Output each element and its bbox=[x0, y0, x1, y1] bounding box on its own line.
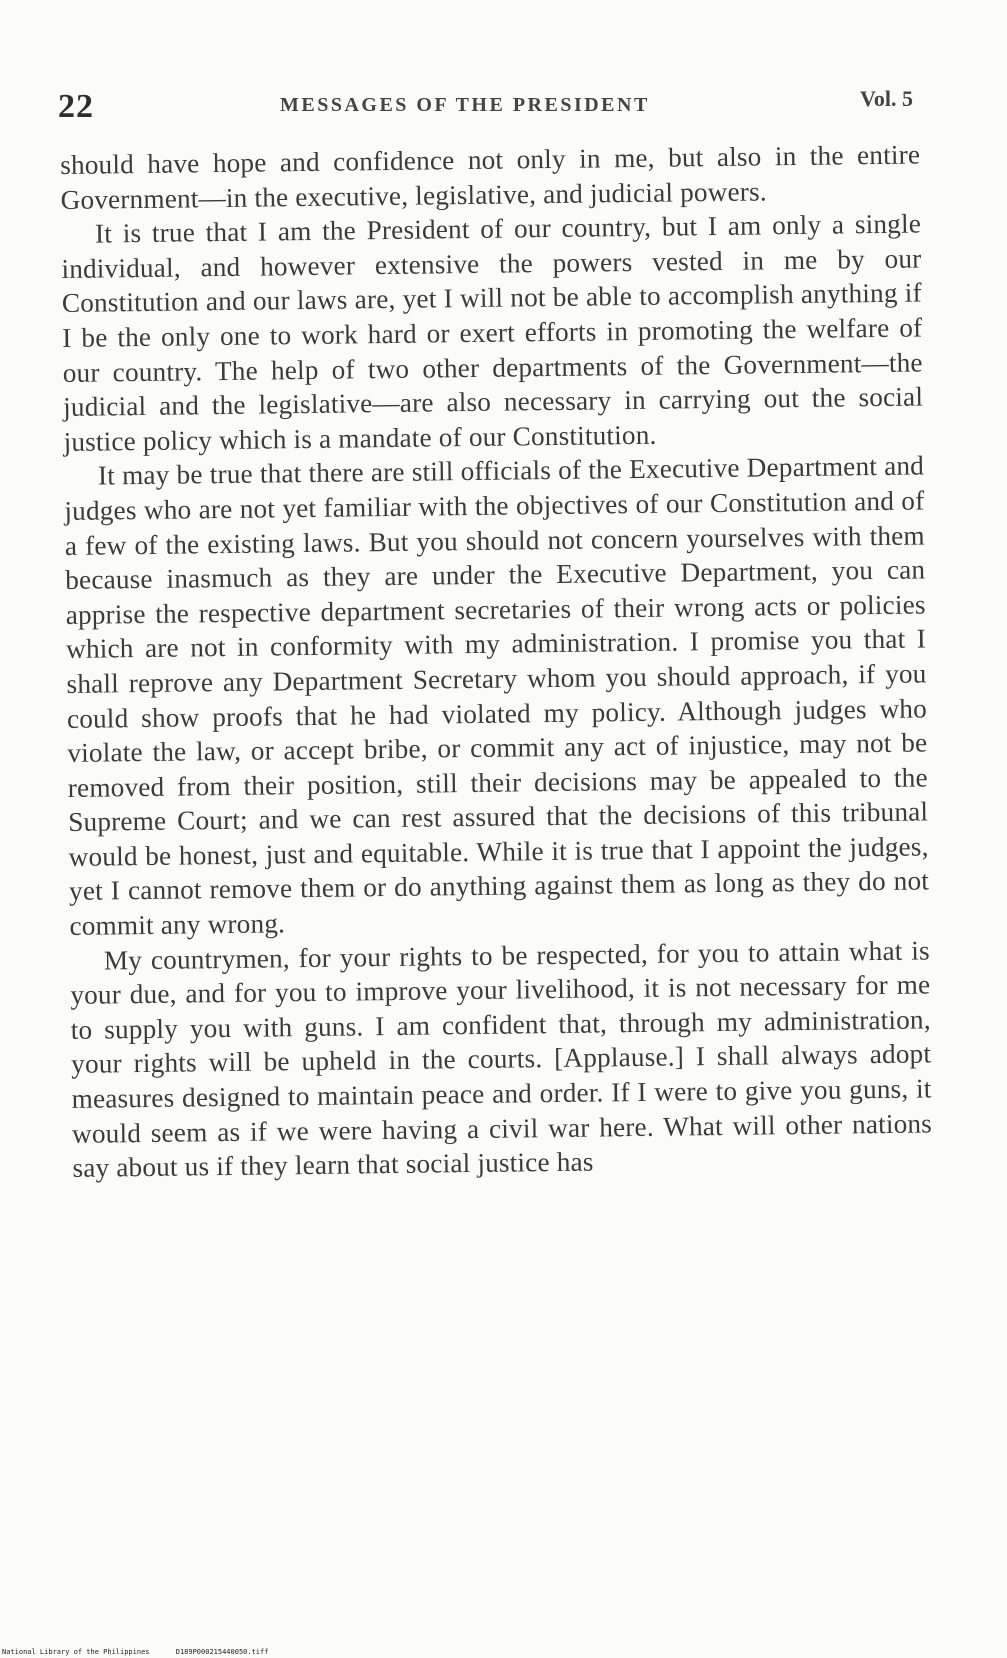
footer-file-id: D189P000215440050.tiff bbox=[175, 1648, 269, 1656]
page-number: 22 bbox=[58, 88, 94, 125]
running-head: MESSAGES OF THE PRESIDENT bbox=[280, 94, 650, 116]
page-header bbox=[58, 86, 918, 130]
paragraph-2: It is true that I am the President of our country, but I am only a single individual, and however extensive the powers vested in me by our Constitution and our laws are, yet I will not be able to accomplish anything if I be the only one to work hard or exert efforts in promoting the welfare of our country. The help of two other departments of the Government—the judicial and the legislative—are also necessary in carrying out the social justice policy which is a mandate of our Constitution. bbox=[61, 208, 924, 457]
volume-label: Vol. 5 bbox=[860, 86, 913, 111]
paragraph-1: should have hope and confidence not only in me, but also in the entire Government—in the executive, legislative, and judicial powers. bbox=[60, 139, 921, 215]
paragraph-3: It may be true that there are still officials of the Executive Department and judges who are not yet familiar with the objectives of our Constitution and of a few of the existing laws. But you should not concern yourselves with them because inasmuch as they are under the Executive Department, you can apprise the respective department secretaries of their wrong acts or policies which are not in conformity with my administration. I promise you that I shall reprove any Department Secretary whom you should approach, if you could show proofs that he had violated my policy. Although judges who violate the law, or accept bribe, or commit any act of injustice, may not be removed from their position, still their decisions may be appealed to the Supreme Court; and we can rest assured that the decisions of this tribunal would be honest, just and equitable. While it is true that I appoint the judges, yet I cannot remove them or do anything against them as long as they do not commit any wrong. bbox=[64, 450, 930, 942]
scan-footer bbox=[2, 1648, 290, 1656]
footer-library: National Library of the Philippines bbox=[2, 1648, 150, 1656]
paragraph-4: My countrymen, for your rights to be respected, for you to attain what is your due, and for you to improve your livelihood, it is not necessary for me to supply you with guns. I am confident that, through my administration, your rights will be upheld in the courts. [Applause.] I shall always adopt measures designed to maintain peace and order. If I were to give you guns, it would seem as if we were having a civil war here. What will other nations say about us if they learn that social justice has bbox=[70, 935, 933, 1184]
body-text bbox=[60, 137, 933, 1185]
